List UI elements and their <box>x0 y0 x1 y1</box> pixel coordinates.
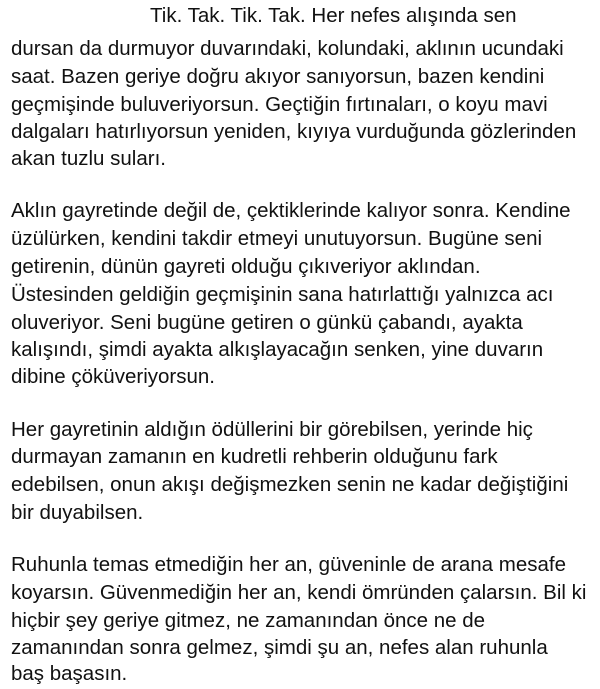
text-line: durmayan zamanın en kudretli rehberin olduğunu fark <box>11 445 498 468</box>
text-line: geçmişinde buluveriyorsun. Geçtiğin fırtınaları, o koyu mavi <box>11 93 548 116</box>
text-line: hiçbir şey geriye gitmez, ne zamanından önce ne de <box>11 609 486 632</box>
text-line: saat. Bazen geriye doğru akıyor sanıyorsun, bazen kendini <box>11 65 545 88</box>
text-line: bir duyabilsen. <box>11 501 144 524</box>
text-line: akan tuzlu suları. <box>11 147 166 170</box>
text-line: baş başasın. <box>11 662 128 685</box>
text-line: üzülürken, kendini takdir etmeyi unutuyorsun. Bugüne seni <box>11 227 543 250</box>
text-line: Her gayretinin aldığın ödüllerini bir görebilsen, yerinde hiç <box>11 418 533 441</box>
text-line: oluveriyor. Seni bugüne getiren o günkü çabandı, ayakta <box>11 311 523 334</box>
text-line: dibine çöküveriyorsun. <box>11 365 215 388</box>
text-line: koyarsın. Güvenmediğin her an, kendi ömründen çalarsın. Bil ki <box>11 581 587 604</box>
text-line: dalgaları hatırlıyorsun yeniden, kıyıya vurduğunda gözlerinden <box>11 120 577 143</box>
text-line: dursan da durmuyor duvarındaki, kolundaki, aklının ucundaki <box>11 37 564 60</box>
text-line: Aklın gayretinde değil de, çektiklerinde kalıyor sonra. Kendine <box>11 199 571 222</box>
text-line: Ruhunla temas etmediğin her an, güveninle de arana mesafe <box>11 553 566 576</box>
text-line: Tik. Tak. Tik. Tak. Her nefes alışında sen <box>150 4 517 27</box>
text-line: kalışındı, şimdi ayakta alkışlayacağın senken, yine duvarın <box>11 338 544 361</box>
text-line: getirenin, dünün gayreti olduğu çıkıveriyor aklından. <box>11 255 481 278</box>
text-line: zamanından sonra gelmez, şimdi şu an, nefes alan ruhunla <box>11 636 548 659</box>
text-line: edebilsen, onun akışı değişmezken senin ne kadar değiştiğini <box>11 473 569 496</box>
text-line: Üstesinden geldiğin geçmişinin sana hatırlattığı yalnızca acı <box>11 283 554 306</box>
